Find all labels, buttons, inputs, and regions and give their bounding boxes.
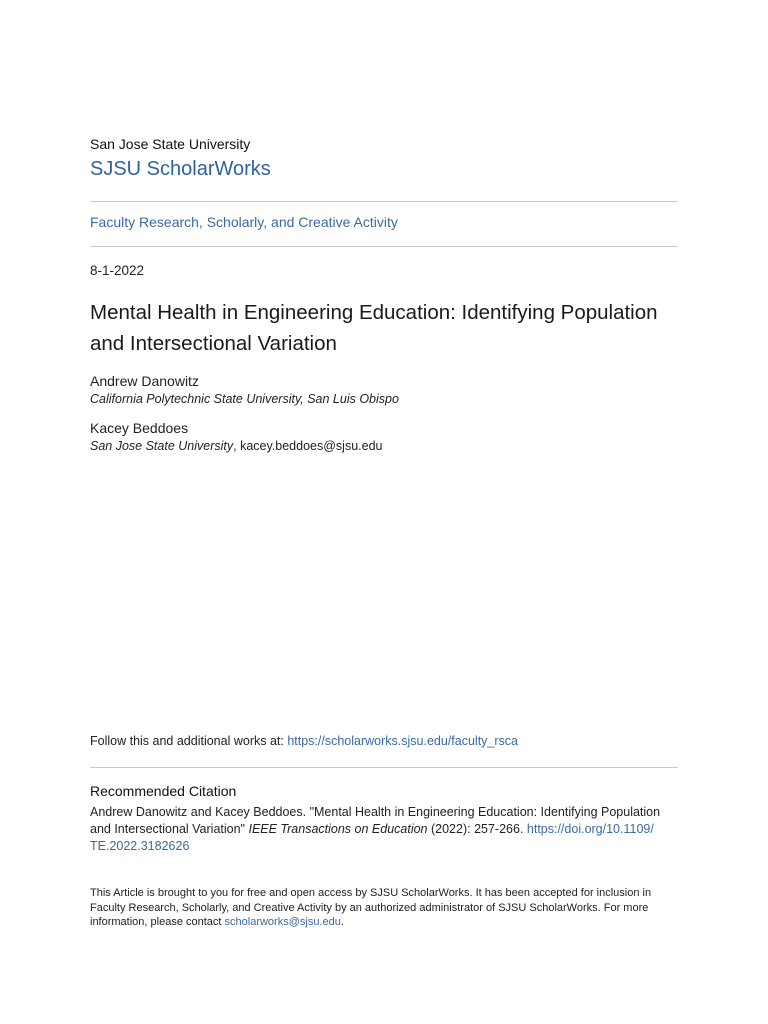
notice-end: . <box>340 916 344 928</box>
contact-email-link[interactable]: scholarworks@sjsu.edu <box>224 916 341 928</box>
citation-text <box>90 804 670 855</box>
collection-link[interactable]: https://scholarworks.sjsu.edu/faculty_rsca <box>287 734 518 748</box>
author-name: Kacey Beddoes <box>90 420 189 436</box>
affiliation-text: California Polytechnic State University, San Luis Obispo <box>90 392 399 406</box>
access-notice <box>90 886 678 930</box>
author-name: Andrew Danowitz <box>90 373 199 389</box>
affiliation-text: San Jose State University <box>90 439 234 453</box>
citation-authors-title: Andrew Danowitz and Kacey Beddoes. "Mental Health in Engineering Education: Identifying Population and Intersectional Variation" <box>90 805 661 836</box>
divider <box>90 246 678 247</box>
author-entry <box>90 373 678 408</box>
series-link[interactable]: Faculty Research, Scholarly, and Creative Activity <box>90 214 398 230</box>
follow-text: Follow this and additional works at: <box>90 734 288 748</box>
doi-link-continued[interactable]: TE.2022.3182626 <box>90 839 190 853</box>
citation-pages: (2022): 257-266. <box>427 822 527 836</box>
citation-heading: Recommended Citation <box>90 783 237 799</box>
follow-line <box>90 734 678 748</box>
institution-name: San Jose State University <box>90 136 251 152</box>
doi-link[interactable]: https://doi.org/10.1109/ <box>526 822 654 836</box>
separator: , <box>233 439 241 453</box>
author-affiliation <box>90 438 678 455</box>
divider <box>90 201 678 202</box>
divider <box>90 767 678 768</box>
author-entry <box>90 420 678 455</box>
repository-link[interactable]: SJSU ScholarWorks <box>90 158 271 180</box>
publication-date: 8-1-2022 <box>90 263 145 278</box>
journal-name: IEEE Transactions on Education <box>248 822 428 836</box>
author-email[interactable]: kacey.beddoes@sjsu.edu <box>240 439 383 453</box>
author-affiliation <box>90 391 678 408</box>
article-title: Mental Health in Engineering Education: Identifying Population and Intersectional Variation <box>90 301 658 355</box>
notice-text: This Article is brought to you for free and open access by SJSU ScholarWorks. It has been accepted for inclusion in Faculty Research, Scholarly, and Creative Activity by an authorized administrator of SJSU ScholarWorks. For more information, please contact <box>90 887 652 928</box>
